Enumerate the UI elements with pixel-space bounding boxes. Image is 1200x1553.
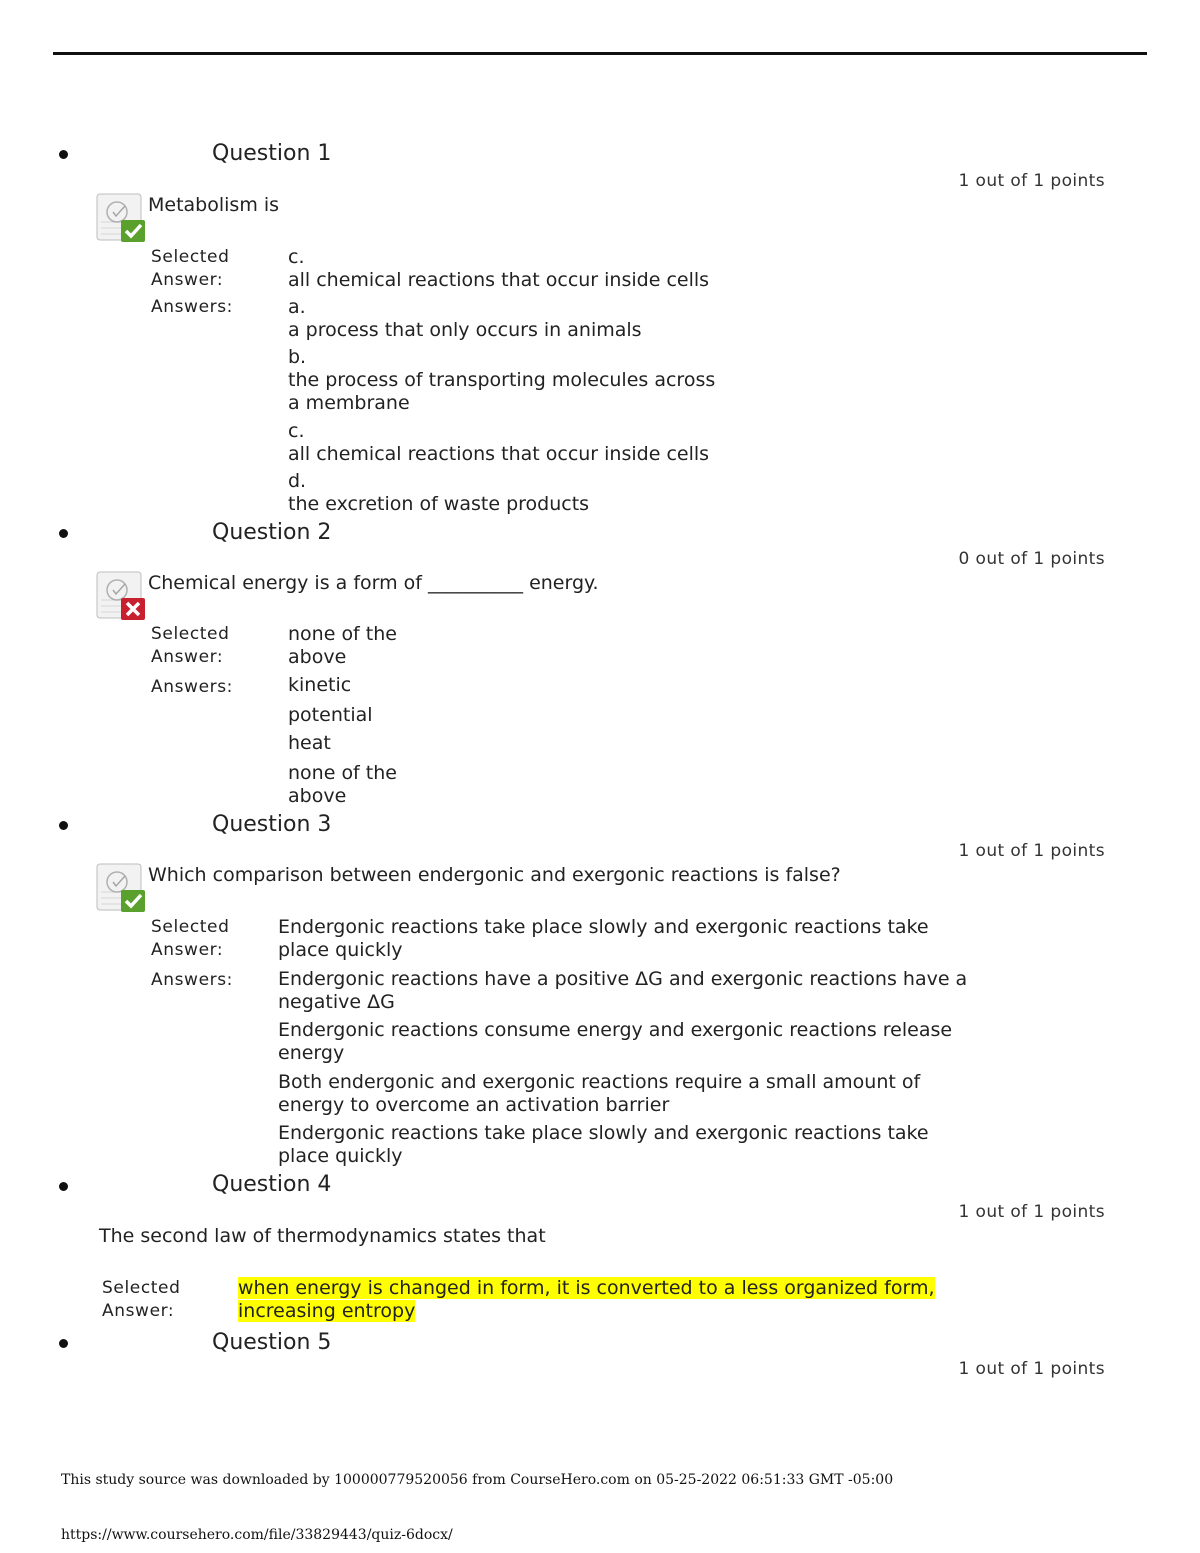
selected-label-line-1: Selected [151,247,230,267]
selected-answer-text: all chemical reactions that occur inside cells [288,269,710,291]
question-2-answers-label: Answers: [151,677,233,697]
answer-text: a membrane [288,392,410,414]
selected-label-line-2: Answer: [102,1301,175,1321]
question-5-title: Question 5 [212,1330,332,1355]
answer-letter: c. [288,420,305,442]
question-1-points: 1 out of 1 points [958,171,1105,191]
answer-text: a process that only occurs in animals [288,319,642,341]
answer-text: place quickly [278,1145,403,1167]
question-1-bullet [59,150,68,159]
question-3-answer-1 [278,968,967,1014]
answer-text: negative ΔG [278,991,395,1013]
question-4-points: 1 out of 1 points [958,1202,1105,1222]
answer-text: above [288,785,347,807]
source-url[interactable]: https://www.coursehero.com/file/33829443/quiz-6docx/ [61,1527,453,1543]
answer-text: all chemical reactions that occur inside cells [288,443,710,465]
selected-label-line-1: Selected [102,1278,181,1298]
selected-answer-letter: c. [288,246,305,268]
answer-text: the excretion of waste products [288,493,590,515]
selected-label-line-2: Answer: [151,940,224,960]
question-1-selected-label [151,246,230,292]
question-3-answer-4 [278,1122,929,1168]
question-2-answer-4 [288,762,397,808]
question-2-answer-1: kinetic [288,674,352,696]
question-3-answers-label: Answers: [151,970,233,990]
question-5-points: 1 out of 1 points [958,1359,1105,1379]
question-2-selected-answer [288,623,397,669]
download-note: This study source was downloaded by 100000779520056 from CourseHero.com on 05-25-2022 06:51:33 GMT -05:00 [61,1472,894,1488]
selected-label-line-1: Selected [151,624,230,644]
answer-letter: b. [288,346,307,368]
question-4-selected-label [102,1277,181,1323]
question-5-bullet [59,1339,68,1348]
question-4-text: The second law of thermodynamics states that [99,1225,546,1247]
selected-label-line-2: Answer: [151,270,224,290]
question-3-bullet [59,821,68,830]
answer-text: Endergonic reactions consume energy and exergonic reactions release [278,1019,953,1041]
question-4-selected-answer [238,1277,935,1323]
answer-text: Endergonic reactions have a positive ΔG and exergonic reactions have a [278,968,968,990]
question-3-selected-answer [278,916,929,962]
answer-text: Both endergonic and exergonic reactions require a small amount of [278,1071,921,1093]
question-1-text: Metabolism is [148,194,280,216]
question-3-title: Question 3 [212,812,332,837]
question-3-answer-2 [278,1019,952,1065]
answer-text: energy [278,1042,345,1064]
answer-text: none of the [288,762,397,784]
question-4-bullet [59,1182,68,1191]
question-3-answer-3 [278,1071,920,1117]
answer-letter: d. [288,470,307,492]
question-2-answer-3: heat [288,732,331,754]
selected-answer-text: above [288,646,347,668]
selected-answer-text: none of the [288,623,397,645]
header-rule [53,52,1147,55]
answer-text: Endergonic reactions take place slowly and exergonic reactions take [278,1122,929,1144]
correct-icon [95,192,147,244]
selected-label-line-2: Answer: [151,647,224,667]
question-2-points: 0 out of 1 points [958,549,1105,569]
answer-letter: a. [288,296,306,318]
question-2-text: Chemical energy is a form of __________ energy. [148,572,599,594]
question-1-answers-label: Answers: [151,297,233,317]
question-3-points: 1 out of 1 points [958,841,1105,861]
question-2-bullet [59,529,68,538]
question-1-answer-a [288,296,642,342]
answer-text: energy to overcome an activation barrier [278,1094,670,1116]
question-1-answer-d [288,470,589,516]
question-1-title: Question 1 [212,141,332,166]
selected-label-line-1: Selected [151,917,230,937]
question-1-answer-b [288,346,715,415]
question-2-title: Question 2 [212,520,332,545]
highlighted-answer-text: when energy is changed in form, it is converted to a less organized form, [238,1277,935,1299]
selected-answer-text: Endergonic reactions take place slowly and exergonic reactions take [278,916,929,938]
incorrect-icon [95,570,147,622]
question-2-answer-2: potential [288,704,373,726]
highlighted-answer-text: increasing entropy [238,1300,416,1322]
question-1-selected-answer [288,246,709,292]
question-3-selected-label [151,916,230,962]
question-3-text: Which comparison between endergonic and exergonic reactions is false? [148,864,841,886]
selected-answer-text: place quickly [278,939,403,961]
answer-text: the process of transporting molecules across [288,369,716,391]
question-1-answer-c [288,420,709,466]
question-4-title: Question 4 [212,1172,332,1197]
correct-icon [95,862,147,914]
question-2-selected-label [151,623,230,669]
